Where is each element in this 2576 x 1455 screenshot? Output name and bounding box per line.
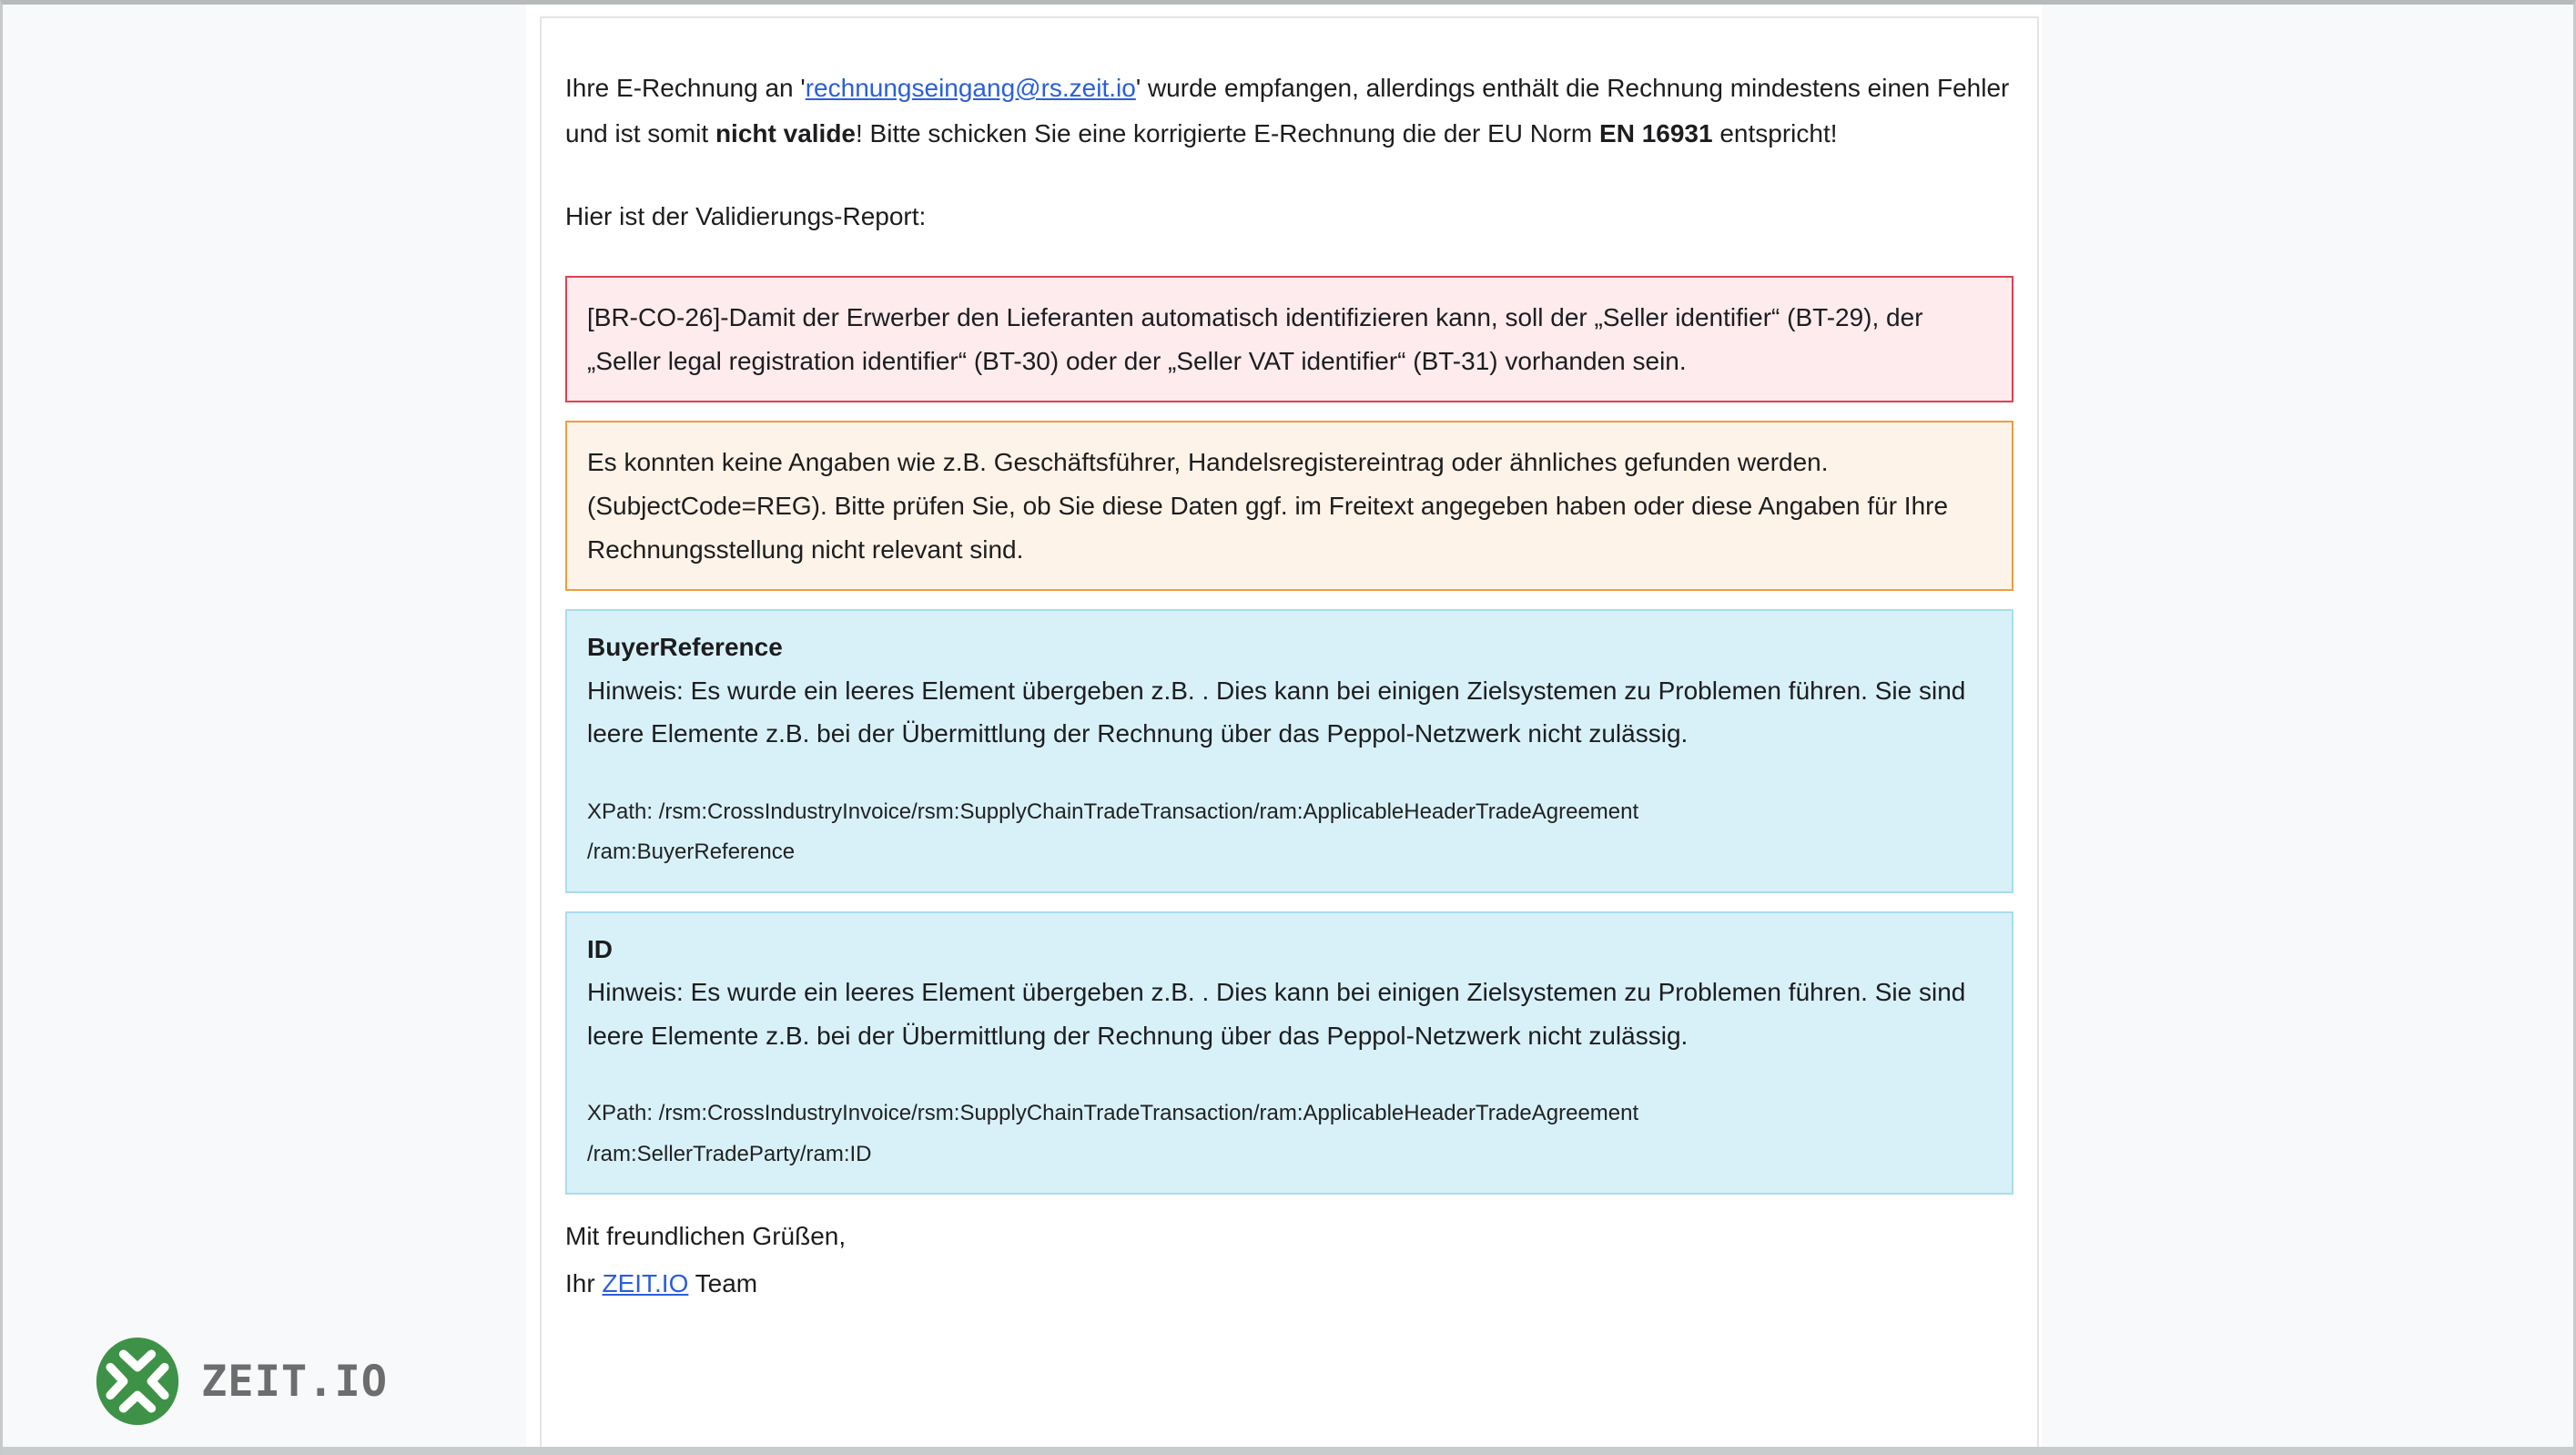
en-norm-emphasis: EN 16931 — [1599, 119, 1713, 148]
info-box-buyerreference — [565, 609, 2013, 893]
closing-line-2-suffix: Team — [688, 1269, 758, 1298]
warning-box-text: Es konnten keine Angaben wie z.B. Geschäftsführer, Handelsregistereintrag oder ähnliches gefunden werden. (SubjectCode=REG). Bitte prüfen Sie, ob Sie diese Daten ggf. im Freitext angegeben haben oder diese Angaben für Ihre Rechnungsstellung nicht relevant sind. — [587, 448, 1949, 564]
zeit-io-logo-icon — [94, 1336, 181, 1427]
error-box — [565, 276, 2013, 402]
zeit-io-logo-text: ZEIT.IO — [201, 1356, 389, 1407]
recipient-email-link[interactable]: rechnungseingang@rs.zeit.io — [805, 74, 1136, 102]
info-box-hint: Hinweis: Es wurde ein leeres Element übergeben z.B. . Dies kann bei einigen Zielsystemen zu Problemen führen. Sie sind leere Elemente z.B. bei der Übermittlung der Rechnung über das Peppol-Netzwerk nicht zulässig. — [587, 978, 1966, 1050]
xpath-line-2: /ram:SellerTradeParty/ram:ID — [587, 1141, 872, 1166]
info-box-xpath — [587, 1094, 1992, 1175]
xpath-line-2: /ram:BuyerReference — [587, 839, 796, 865]
closing-line-1: Mit freundlichen Grüßen, — [565, 1222, 847, 1251]
intro-text-before-link: Ihre E-Rechnung an ' — [565, 74, 806, 102]
email-column — [526, 5, 2042, 1447]
closing-paragraph — [565, 1213, 2013, 1307]
error-box-text: [BR-CO-26]-Damit der Erwerber den Lieferanten automatisch identifizieren kann, soll der „Seller identifier“ (BT-29), der „Seller legal registration identifier“ (BT-30) oder der „Seller VAT identifier“ (BT-31) vorhanden sein. — [587, 303, 1923, 375]
closing-line-2-prefix: Ihr — [565, 1269, 603, 1298]
email-content-card — [540, 16, 2039, 1450]
intro-text-end: entspricht! — [1712, 119, 1838, 148]
info-box-title: ID — [587, 934, 613, 963]
zeit-io-team-link[interactable]: ZEIT.IO — [602, 1269, 689, 1298]
intro-text-middle: ! Bitte schicken Sie eine korrigierte E-Rechnung die der EU Norm — [856, 119, 1600, 148]
info-box-title: BuyerReference — [587, 633, 783, 662]
info-box-id — [565, 911, 2013, 1196]
xpath-line-1: XPath: /rsm:CrossIndustryInvoice/rsm:SupplyChainTradeTransaction/ram:ApplicableHeaderTradeAgreement — [587, 799, 1639, 824]
info-box-hint: Hinweis: Es wurde ein leeres Element übergeben z.B. . Dies kann bei einigen Zielsystemen zu Problemen führen. Sie sind leere Elemente z.B. bei der Übermittlung der Rechnung über das Peppol-Netzwerk nicht zulässig. — [587, 676, 1966, 748]
intro-text-after-link: ' wurde empfangen, allerdings enthält die Rechnung mindestens einen Fehler und ist somit — [565, 74, 2010, 148]
not-valide-emphasis: nicht valide — [715, 119, 856, 148]
intro-paragraph — [565, 66, 2013, 158]
warning-box — [565, 421, 2013, 591]
xpath-line-1: XPath: /rsm:CrossIndustryInvoice/rsm:SupplyChainTradeTransaction/ram:ApplicableHeaderTradeAgreement — [587, 1101, 1639, 1126]
report-intro: Hier ist der Validierungs-Report: — [565, 201, 927, 230]
info-box-xpath — [587, 792, 1992, 873]
zeit-io-logo — [94, 1336, 388, 1427]
